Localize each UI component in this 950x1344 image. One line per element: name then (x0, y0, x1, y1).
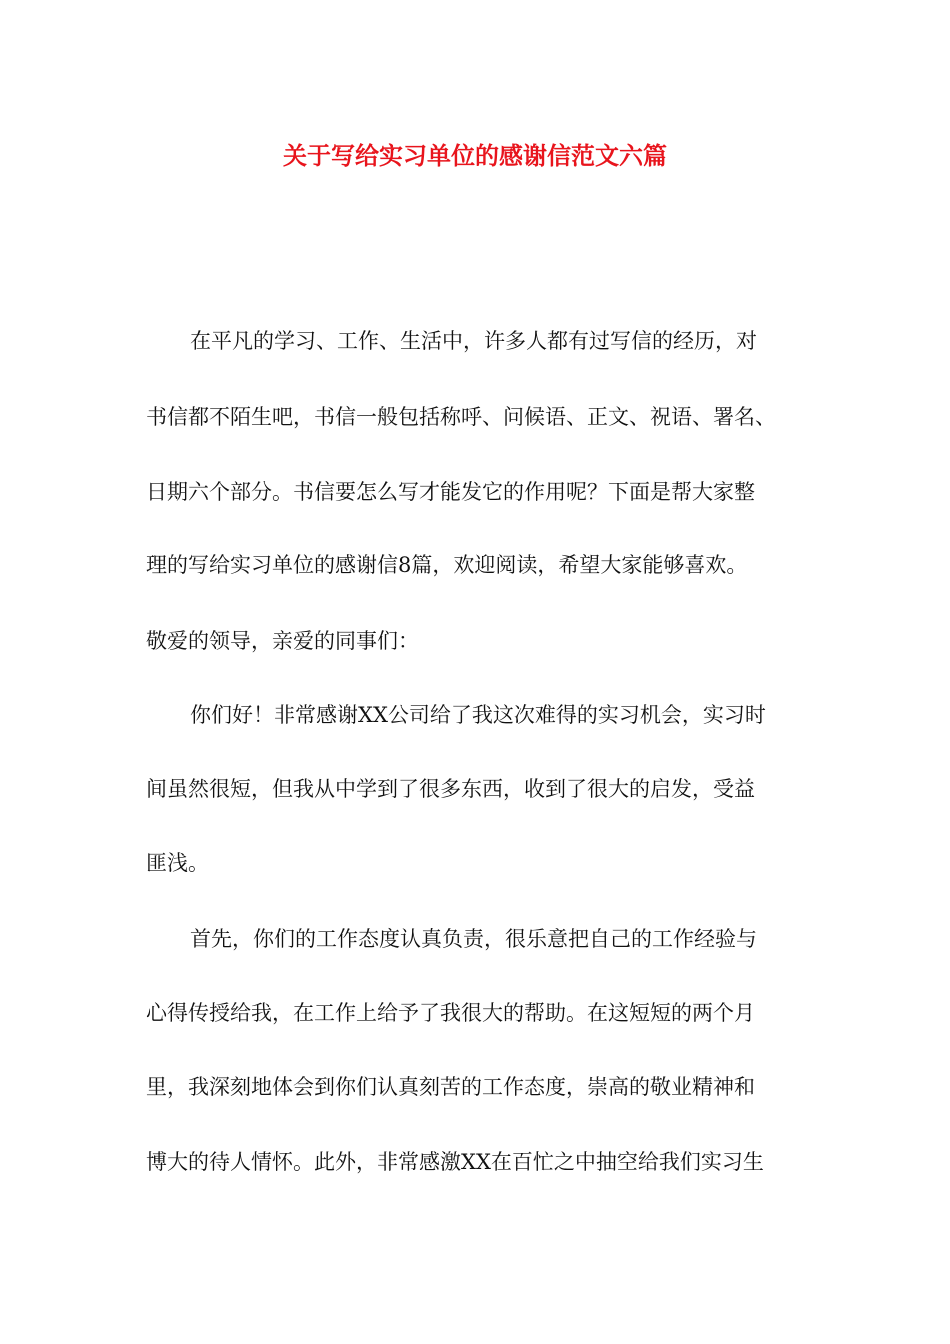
paragraph-line: 博大的待人情怀。此外，非常感激XX在百忙之中抽空给我们实习生 (146, 1150, 764, 1174)
paragraph-line: 在平凡的学习、工作、生活中，许多人都有过写信的经历，对 (190, 329, 757, 353)
paragraph-line: 日期六个部分。书信要怎么写才能发它的作用呢？下面是帮大家整 (146, 480, 755, 504)
paragraph-line: 里，我深刻地体会到你们认真刻苦的工作态度，崇高的敬业精神和 (146, 1075, 755, 1099)
paragraph-line: 书信都不陌生吧，书信一般包括称呼、问候语、正文、祝语、署名、 (146, 405, 776, 429)
paragraph-line: 你们好！非常感谢XX公司给了我这次难得的实习机会，实习时 (190, 703, 766, 727)
paragraph-line: 理的写给实习单位的感谢信8篇，欢迎阅读，希望大家能够喜欢。 (146, 553, 748, 577)
salutation-line: 敬爱的领导，亲爱的同事们： (146, 629, 419, 653)
paragraph-line: 首先，你们的工作态度认真负责，很乐意把自己的工作经验与 (190, 927, 757, 951)
document-title: 关于写给实习单位的感谢信范文六篇 (283, 141, 667, 170)
paragraph-line: 心得传授给我，在工作上给予了我很大的帮助。在这短短的两个月 (146, 1001, 755, 1025)
paragraph-line: 间虽然很短，但我从中学到了很多东西，收到了很大的启发，受益 (146, 777, 755, 801)
paragraph-line: 匪浅。 (146, 851, 209, 875)
